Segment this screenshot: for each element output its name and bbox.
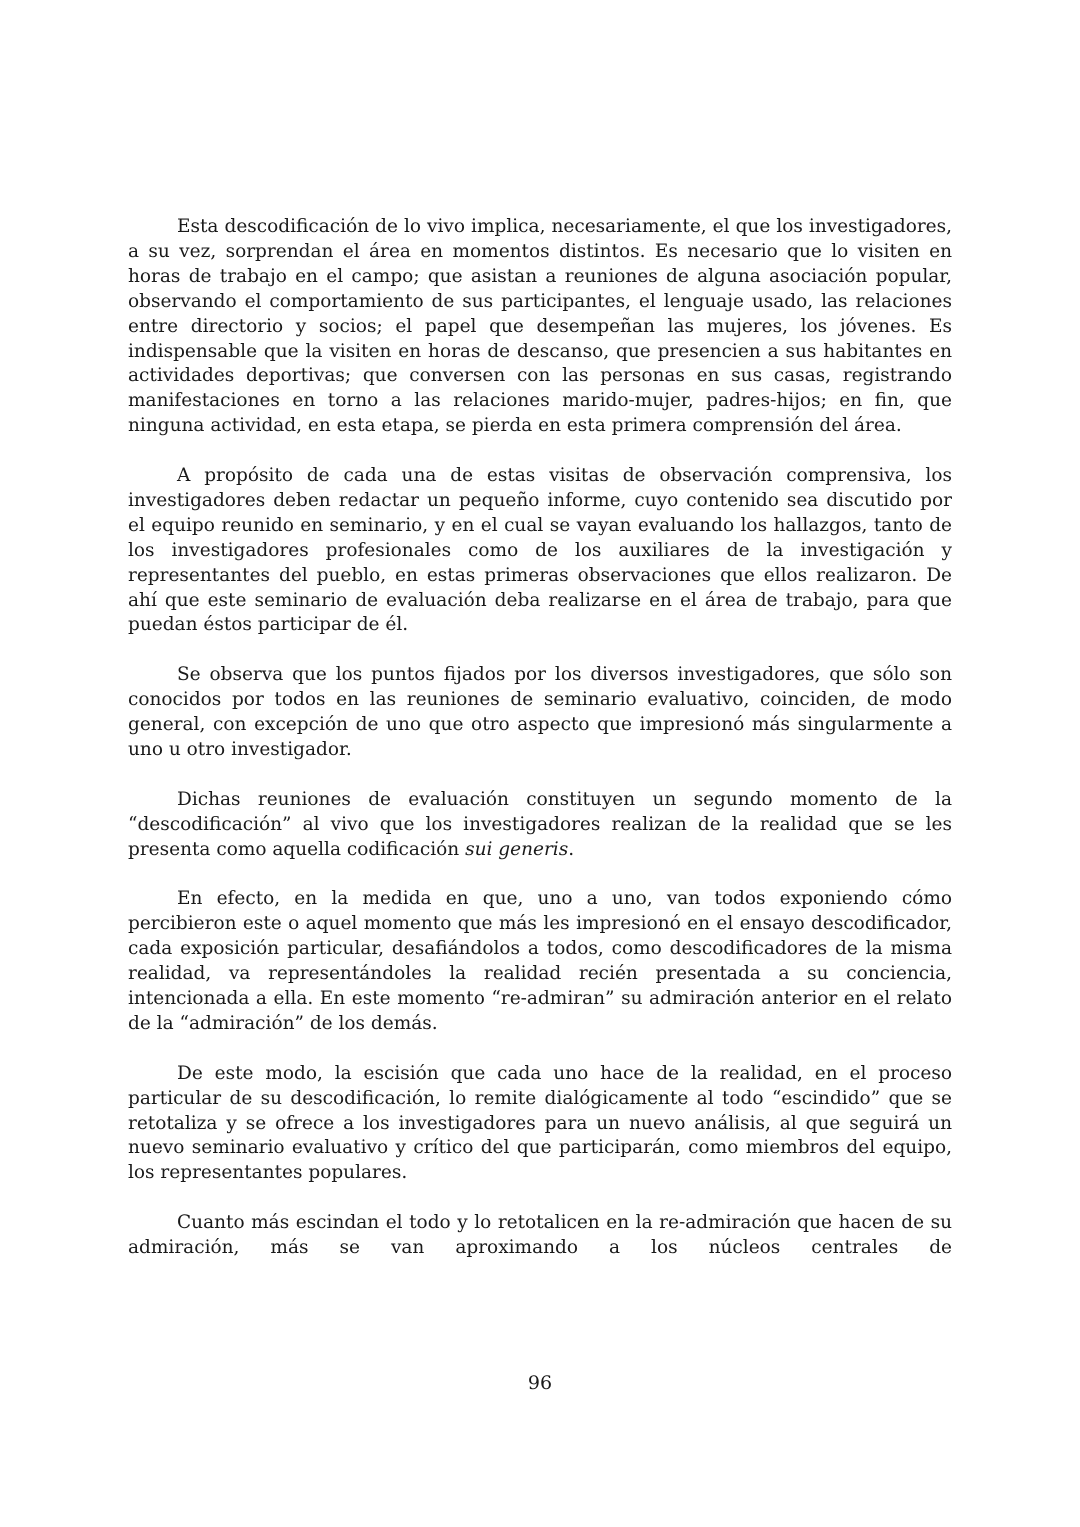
page-number: 96 (527, 1372, 553, 1394)
body-text (128, 215, 952, 1261)
paragraph-7: Cuanto más escindan el todo y lo retotalicen en la re-admiración que hacen de su admiración, más se van aproximando a los núcleos centrales de (128, 1212, 952, 1259)
paragraph-4-italic: sui generis (465, 838, 569, 860)
paragraph-2: A propósito de cada una de estas visitas de observación comprensiva, los investigadores deben redactar un pequeño informe, cuyo contenido sea discutido por el equipo reunido en seminario, y en el cual se vayan evaluando los hallazgos, tanto de los investigadores profesionales como de los auxiliares de la investigación y representantes del pueblo, en estas primeras observaciones que ellos realizaron. De ahí que este seminario de evaluación deba realizarse en el área de trabajo, para que puedan éstos participar de él. (128, 465, 952, 636)
paragraph-6: De este modo, la escisión que cada uno hace de la realidad, en el proceso particular de su descodificación, lo remite dialógicamente al todo “escindido” que se retotaliza y se ofrece a los investigadores para un nuevo análisis, al que seguirá un nuevo seminario evaluativo y crítico del que participarán, como miembros del equipo, los representantes populares. (128, 1062, 952, 1184)
paragraph-5: En efecto, en la medida en que, uno a uno, van todos exponiendo cómo percibieron este o aquel momento que más les impresionó en el ensayo descodificador, cada exposición particular, desafiándolos a todos, como descodificadores de la misma realidad, va representándoles la realidad recién presentada a su conciencia, intencionada a ella. En este momento “re-admiran” su admiración anterior en el relato de la “admiración” de los demás. (128, 888, 952, 1034)
paragraph-4-text: Dichas reuniones de evaluación constituyen un segundo momento de la “descodificación” al vivo que los investigadores realizan de la realidad que se les presenta como aquella codificación (128, 788, 952, 860)
paragraph-1: Esta descodificación de lo vivo implica, necesariamente, el que los investigadores, a su vez, sorprendan el área en momentos distintos. Es necesario que lo visiten en horas de trabajo en el campo; que asistan a reuniones de alguna asociación popular, observando el comportamiento de sus participantes, el lenguaje usado, las relaciones entre directorio y socios; el papel que desempeñan las mujeres, los jóvenes. Es indispensable que la visiten en horas de descanso, que presencien a sus habitantes en actividades deportivas; que conversen con las personas en sus casas, registrando manifestaciones en torno a las relaciones marido-mujer, padres-hijos; en fin, que ninguna actividad, en esta etapa, se pierda en esta primera comprensión del área. (128, 216, 952, 437)
paragraph-4-end: . (568, 838, 575, 860)
paragraph-4 (128, 788, 952, 863)
paragraph-3: Se observa que los puntos fijados por los diversos investigadores, que sólo son conocidos por todos en las reuniones de seminario evaluativo, coinciden, de modo general, con excepción de uno que otro aspecto que impresionó más singularmente a uno u otro investigador. (128, 664, 952, 760)
